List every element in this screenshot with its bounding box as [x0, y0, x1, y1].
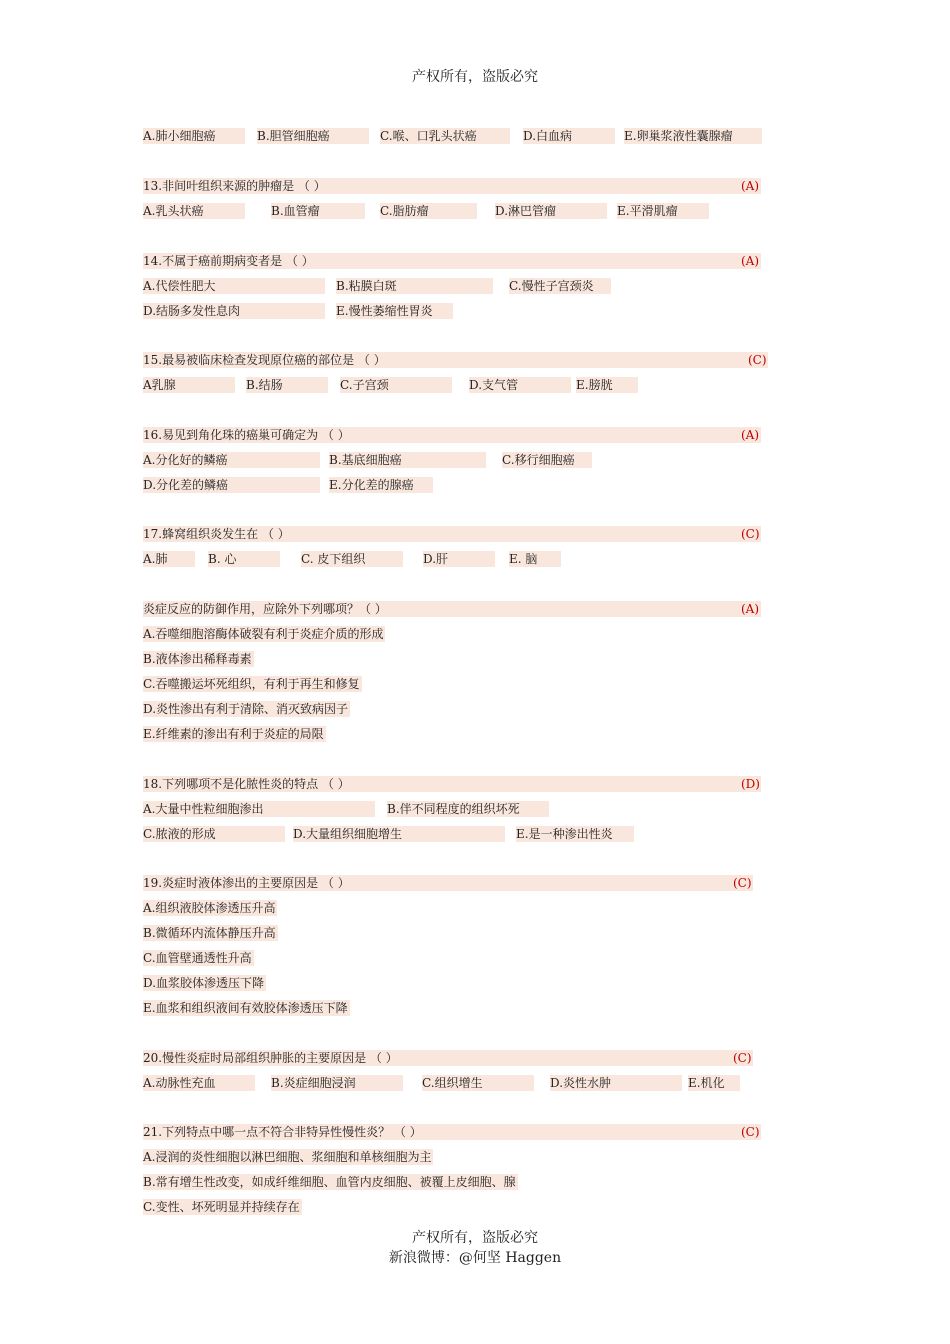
option-row	[143, 303, 463, 319]
option: B.血管瘤	[271, 203, 365, 219]
option-row	[143, 452, 593, 468]
option: B.结肠	[246, 377, 328, 393]
option: D.肝	[423, 551, 495, 567]
option-row	[143, 1075, 743, 1091]
option: B.伴不同程度的组织坏死	[387, 801, 549, 817]
question-inflammation-defense	[143, 601, 761, 617]
option: D.炎性渗出有利于清除、消灭致病因子	[143, 702, 349, 716]
answer-label: (A)	[741, 179, 760, 193]
option-row	[143, 203, 703, 219]
option-row	[143, 551, 563, 567]
option-row	[143, 477, 443, 493]
option: A.组织液胶体渗透压升高	[143, 901, 276, 915]
option: D.结肠多发性息肉	[143, 303, 325, 319]
option: A.代偿性肥大	[143, 278, 325, 294]
option: E.平滑肌瘤	[617, 203, 709, 219]
question-21	[143, 1124, 761, 1140]
option: C.脓液的形成	[143, 826, 285, 842]
option: C.脂肪瘤	[380, 203, 477, 219]
option: A.大量中性粒细胞渗出	[143, 801, 375, 817]
question-18	[143, 776, 761, 792]
option: D.炎性水肿	[550, 1075, 682, 1091]
option: E.是一种渗出性炎	[516, 826, 634, 842]
question-16	[143, 427, 761, 443]
question-text: 17.蜂窝组织炎发生在 （ ）	[143, 527, 290, 541]
option: A.肺	[143, 551, 195, 567]
option: C. 皮下组织	[301, 551, 403, 567]
option: B.胆管细胞癌	[257, 128, 369, 144]
option: B.粘膜白斑	[336, 278, 493, 294]
answer-label: (C)	[741, 527, 760, 541]
option: D.大量组织细胞增生	[293, 826, 505, 842]
option: A乳腺	[143, 377, 235, 393]
option: A.肺小细胞癌	[143, 128, 245, 144]
option: E.血浆和组织液间有效胶体渗透压下降	[143, 1001, 348, 1015]
question-text: 16.易见到角化珠的癌巢可确定为 （ ）	[143, 428, 350, 442]
question-13	[143, 178, 761, 194]
option: E.机化	[688, 1075, 740, 1091]
option-row	[143, 128, 763, 144]
option: C.吞噬搬运坏死组织，有利于再生和修复	[143, 677, 360, 691]
question-text: 19.炎症时液体渗出的主要原因是 （ ）	[143, 876, 350, 890]
answer-label: (C)	[741, 1125, 760, 1139]
answer-label: (C)	[733, 1051, 752, 1065]
answer-label: (A)	[741, 602, 760, 616]
option: B. 心	[208, 551, 280, 567]
option-row	[143, 801, 553, 817]
answer-label: (A)	[741, 428, 760, 442]
page-header: 产权所有，盗版必究	[412, 69, 538, 85]
option: A.浸润的炎性细胞以淋巴细胞、浆细胞和单核细胞为主	[143, 1150, 432, 1164]
question-text: 炎症反应的防御作用，应除外下列哪项？（ ）	[143, 602, 387, 616]
question-14	[143, 253, 761, 269]
option: B.微循环内流体静压升高	[143, 926, 276, 940]
option: A.吞噬细胞溶酶体破裂有利于炎症介质的形成	[143, 627, 384, 641]
option: B.液体渗出稀释毒素	[143, 652, 252, 666]
option: C.血管壁通透性升高	[143, 951, 252, 965]
question-text: 20.慢性炎症时局部组织肿胀的主要原因是 （ ）	[143, 1051, 398, 1065]
option: E.分化差的腺癌	[329, 477, 433, 493]
option: A.动脉性充血	[143, 1075, 255, 1091]
answer-label: (A)	[741, 254, 760, 268]
option: B.炎症细胞浸润	[271, 1075, 403, 1091]
question-15	[143, 352, 768, 368]
page-footer	[0, 1228, 950, 1268]
question-text: 15.最易被临床检查发现原位癌的部位是 （ ）	[143, 353, 386, 367]
question-20	[143, 1050, 753, 1066]
answer-label: (C)	[748, 353, 767, 367]
option: C.组织增生	[422, 1075, 534, 1091]
question-17	[143, 526, 761, 542]
option: C.变性、坏死明显并持续存在	[143, 1200, 300, 1214]
option-row	[143, 278, 613, 294]
option: E. 脑	[509, 551, 561, 567]
answer-label: (C)	[733, 876, 752, 890]
question-19	[143, 875, 753, 891]
option: C.喉、口乳头状癌	[380, 128, 510, 144]
question-text: 18.下列哪项不是化脓性炎的特点 （ ）	[143, 777, 350, 791]
question-text: 14.不属于癌前期病变者是 （ ）	[143, 254, 314, 268]
option: D.淋巴管瘤	[495, 203, 607, 219]
option: E.纤维素的渗出有利于炎症的局限	[143, 727, 324, 741]
option: E.膀胱	[576, 377, 638, 393]
option: C.移行细胞癌	[502, 452, 592, 468]
option: C.慢性子宫颈炎	[509, 278, 611, 294]
option: E.卵巢浆液性囊腺瘤	[624, 128, 762, 144]
question-text: 21.下列特点中哪一点不符合非特异性慢性炎？ （ ）	[143, 1125, 422, 1139]
option: B.基底细胞癌	[329, 452, 486, 468]
option: D.白血病	[523, 128, 615, 144]
option: D.分化差的鳞癌	[143, 477, 320, 493]
footer-weibo: 新浪微博：@何坚 Haggen	[388, 1250, 562, 1266]
option-row	[143, 377, 643, 393]
option: A.乳头状癌	[143, 203, 245, 219]
option: D.支气管	[469, 377, 571, 393]
option-row	[143, 826, 643, 842]
footer-copyright: 产权所有，盗版必究	[412, 1230, 538, 1246]
answer-label: (D)	[741, 777, 760, 791]
option: D.血浆胶体渗透压下降	[143, 976, 265, 990]
option: A.分化好的鳞癌	[143, 452, 320, 468]
option: C.子宫颈	[340, 377, 452, 393]
option: E.慢性萎缩性胃炎	[336, 303, 453, 319]
question-text: 13.非间叶组织来源的肿瘤是 （ ）	[143, 179, 326, 193]
option: B.常有增生性改变，如成纤维细胞、血管内皮细胞、被覆上皮细胞、腺	[143, 1175, 516, 1189]
